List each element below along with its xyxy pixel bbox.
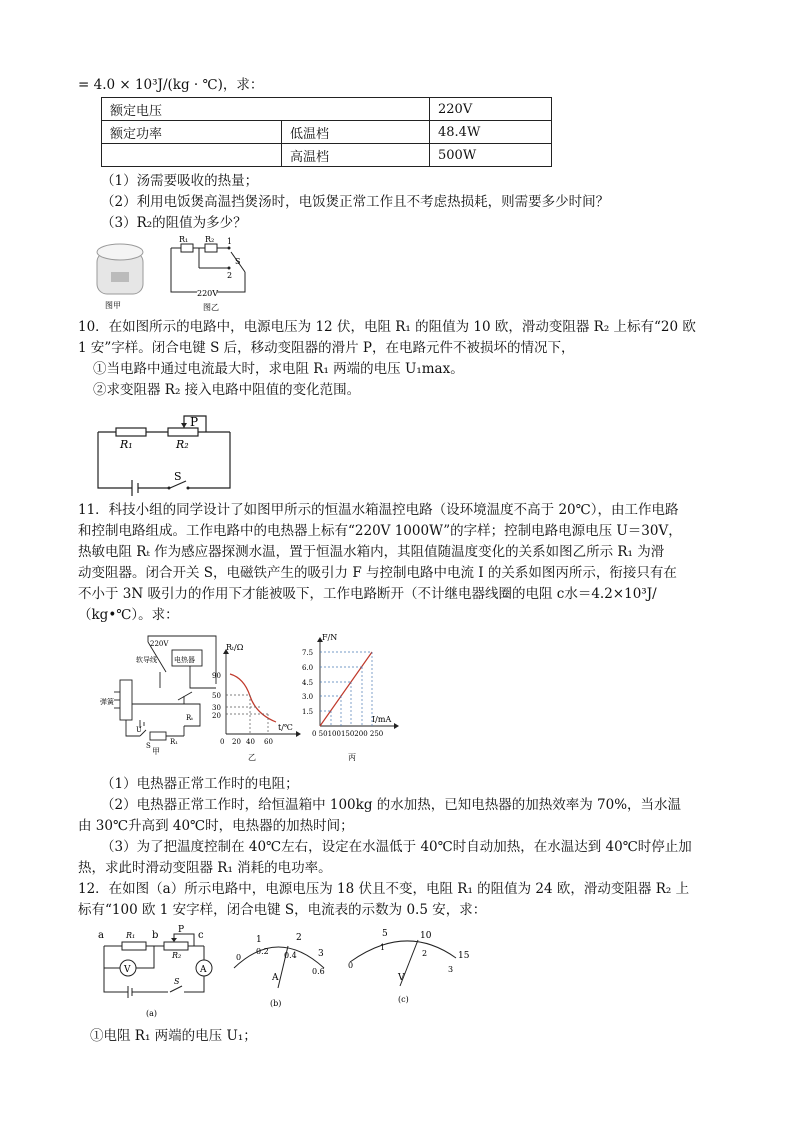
svg-text:0.6: 0.6	[312, 967, 325, 976]
p12-fig-b-ammeter	[226, 924, 330, 1008]
p11-line2: 和控制电路组成。工作电路中的电热器上标有“220V 1000W”的字样；控制电路电源电压 U＝30V，	[78, 523, 682, 539]
p11-fig-yi	[212, 640, 302, 764]
p11-line4: 动变阻器。闭合开关 S，电磁铁产生的吸引力 F 与控制电路中电流 I 的关系如图丙所示，衔接只有在	[78, 565, 677, 581]
svg-text:R₁: R₁	[179, 235, 189, 244]
p11-fig-jia	[100, 632, 218, 754]
svg-text:20: 20	[212, 712, 221, 720]
p12-fig-c-voltmeter	[340, 922, 480, 1006]
svg-text:c: c	[198, 930, 204, 941]
svg-text:220V: 220V	[150, 640, 169, 648]
formula-tail: = 4.0 × 10³J/(kg · ℃)，求：	[78, 77, 264, 93]
p11-line5: 不小于 3N 吸引力的作用下才能被吸下，工作电路断开（不计继电器线圈的电阻 c水＝4.2×10³J/	[78, 586, 657, 602]
svg-text:R₂: R₂	[205, 235, 215, 244]
p11-fig-bing	[302, 632, 402, 766]
svg-text:5: 5	[382, 929, 388, 939]
table-cell: 48.4W	[430, 121, 552, 144]
svg-text:P: P	[190, 415, 199, 429]
svg-text:0.2: 0.2	[256, 947, 269, 956]
svg-text:R₂: R₂	[176, 438, 189, 451]
p11-question-1: （1）电热器正常工作时的电阻；	[101, 776, 299, 792]
svg-text:b: b	[152, 930, 159, 941]
table-cell: 220V	[430, 98, 552, 121]
svg-text:Rₜ: Rₜ	[186, 714, 193, 722]
svg-text:软导线: 软导线	[136, 656, 157, 664]
table-cell: 额定功率	[102, 121, 282, 144]
svg-text:0.4: 0.4	[284, 951, 297, 960]
table-cell	[102, 144, 282, 167]
rice-cooker-figure	[93, 238, 149, 310]
p11-line3: 热敏电阻 Rₜ 作为感应器探测水温，置于恒温水箱内，其阻值随温度变化的关系如图乙所示 R₁ 为滑	[78, 544, 665, 560]
svg-text:0 50100150200 250: 0 50100150200 250	[312, 730, 384, 738]
svg-text:V: V	[124, 965, 131, 975]
svg-text:10: 10	[420, 931, 432, 941]
table-cell: 低温档	[282, 121, 430, 144]
fig-caption-yi: 图乙	[203, 303, 219, 312]
rice-cooker-circuit	[165, 234, 255, 310]
svg-text:U: U	[136, 726, 142, 734]
svg-text:220V: 220V	[197, 289, 219, 298]
svg-text:0: 0	[348, 961, 354, 970]
table-row	[102, 144, 552, 167]
svg-text:P: P	[178, 925, 185, 935]
p11-question-2b: 由 30℃升高到 40℃时，电热器的加热时间；	[78, 818, 354, 834]
fig-caption-jia: 图甲	[105, 301, 121, 310]
fig-caption: 乙	[248, 753, 256, 762]
p10-question-1: ①当电路中通过电流最大时，求电阻 R₁ 两端的电压 U₁max。	[93, 361, 464, 377]
p12-question-1: ①电阻 R₁ 两端的电压 U₁；	[90, 1028, 257, 1044]
fig-caption: 丙	[348, 753, 356, 762]
svg-text:20: 20	[232, 738, 241, 746]
svg-text:R₁: R₁	[120, 438, 133, 451]
svg-text:6.0: 6.0	[302, 664, 314, 672]
p11-question-3b: 热，求此时滑动变阻器 R₁ 消耗的电功率。	[78, 860, 332, 876]
fig-caption: (b)	[270, 999, 282, 1008]
question-2: （2）利用电饭煲高温挡煲汤时，电饭煲正常工作且不考虑热损耗，则需要多少时间？	[101, 194, 610, 210]
svg-text:电热器: 电热器	[174, 656, 195, 664]
table-cell: 500W	[430, 144, 552, 167]
svg-text:30: 30	[212, 704, 221, 712]
table-row	[102, 98, 552, 121]
svg-text:S: S	[174, 977, 180, 986]
svg-text:S: S	[235, 257, 241, 266]
svg-text:R₁: R₁	[126, 931, 136, 940]
table-cell: 高温档	[282, 144, 430, 167]
svg-text:2: 2	[227, 271, 233, 280]
p11-line1: 11．科技小组的同学设计了如图甲所示的恒温水箱温控电路（设环境温度不高于 20℃），由工作电路	[78, 502, 679, 518]
svg-text:0: 0	[220, 738, 225, 746]
table-cell: 额定电压	[102, 98, 430, 121]
svg-text:90: 90	[212, 672, 221, 680]
question-3: （3）R₂的阻值为多少？	[101, 215, 247, 231]
svg-text:0: 0	[236, 953, 242, 962]
svg-text:A: A	[200, 965, 207, 975]
svg-text:3.0: 3.0	[302, 693, 314, 701]
svg-text:60: 60	[264, 738, 273, 746]
svg-text:50: 50	[212, 692, 221, 700]
svg-text:2: 2	[422, 949, 428, 958]
svg-text:40: 40	[246, 738, 255, 746]
svg-text:V: V	[398, 973, 405, 983]
fig-caption: 甲	[152, 747, 160, 756]
svg-text:a: a	[98, 930, 104, 941]
p10-circuit	[94, 408, 236, 496]
svg-text:2: 2	[296, 933, 302, 943]
svg-text:3: 3	[448, 965, 454, 974]
svg-text:I/mA: I/mA	[372, 715, 392, 724]
p10-line2: 1 安”字样。闭合电键 S 后，移动变阻器的滑片 P，在电路元件不被损坏的情况下，	[78, 340, 575, 356]
svg-text:R₂: R₂	[172, 951, 182, 960]
table-row	[102, 121, 552, 144]
svg-text:7.5: 7.5	[302, 649, 314, 657]
p11-question-3a: （3）为了把温度控制在 40℃左右，设定在水温低于 40℃时自动加热，在水温达到 40℃时停止加	[101, 839, 692, 855]
svg-text:F/N: F/N	[322, 633, 338, 642]
svg-text:t/℃: t/℃	[278, 723, 293, 732]
fig-caption: (c)	[398, 995, 409, 1004]
svg-text:1.5: 1.5	[302, 708, 314, 716]
svg-text:S: S	[174, 470, 182, 483]
question-1: （1）汤需要吸收的热量；	[101, 173, 259, 189]
fig-caption: (a)	[146, 1009, 158, 1018]
p12-line1: 12．在如图（a）所示电路中，电源电压为 18 伏且不变，电阻 R₁ 的阻值为 24 欧，滑动变阻器 R₂ 上	[78, 881, 690, 897]
p10-line1: 10．在如图所示的电路中，电源电压为 12 伏，电阻 R₁ 的阻值为 10 欧，滑动变阻器 R₂ 上标有“20 欧	[78, 319, 696, 335]
svg-text:1: 1	[256, 935, 262, 945]
svg-text:3: 3	[318, 949, 324, 959]
svg-text:15: 15	[458, 951, 470, 961]
svg-text:4.5: 4.5	[302, 679, 314, 687]
svg-text:S: S	[146, 742, 151, 750]
svg-text:A: A	[272, 973, 279, 983]
svg-text:1: 1	[227, 237, 233, 246]
p12-line2: 标有“100 欧 1 安字样，闭合电键 S，电流表的示数为 0.5 安，求：	[78, 902, 487, 918]
svg-text:1: 1	[380, 943, 386, 952]
svg-text:Rₜ/Ω: Rₜ/Ω	[226, 643, 244, 652]
svg-text:R₁: R₁	[170, 738, 179, 746]
spec-table	[101, 97, 552, 167]
p11-question-2a: （2）电热器正常工作时，给恒温箱中 100kg 的水加热，已知电热器的加热效率为 70%，当水温	[101, 797, 682, 813]
p12-fig-a	[94, 924, 218, 1018]
svg-text:弹簧: 弹簧	[100, 698, 114, 706]
p11-line6: （kg•℃）。求：	[78, 607, 179, 623]
p10-question-2: ②求变阻器 R₂ 接入电路中阻值的变化范围。	[93, 382, 361, 398]
